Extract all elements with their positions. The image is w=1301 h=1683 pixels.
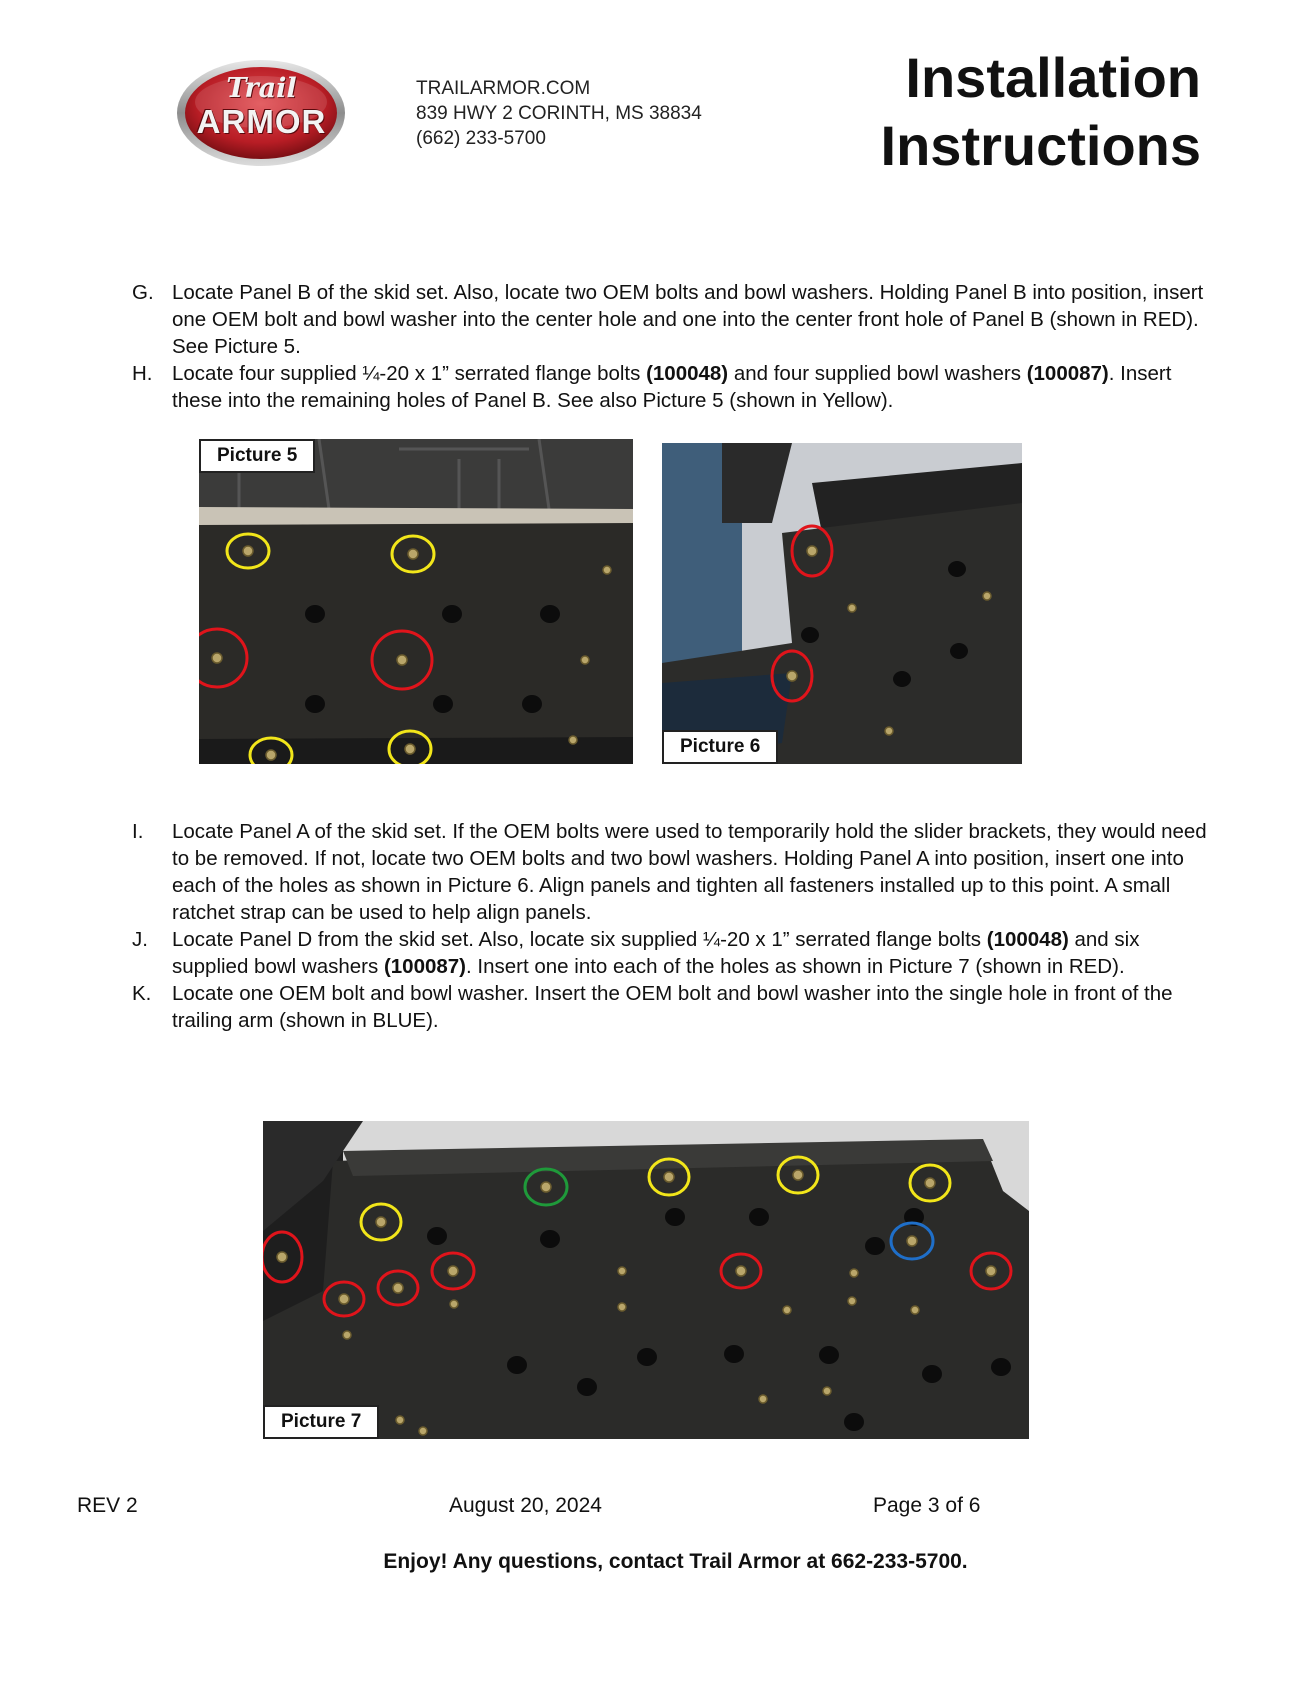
step-i bbox=[128, 818, 1218, 926]
step-text: Locate Panel B of the skid set. Also, locate two OEM bolts and bowl washers. Holding Panel B into position, insert one OEM bolt and bowl washer into the center hole and one into the center front hole of Panel B (shown in RED). See Picture 5. bbox=[172, 281, 1204, 358]
step-letter: I. bbox=[132, 820, 144, 843]
part-number: (100048) bbox=[646, 362, 729, 385]
document-title bbox=[881, 44, 1201, 180]
contact-block bbox=[416, 76, 702, 151]
picture-5-label: Picture 5 bbox=[199, 439, 315, 473]
part-number: (100087) bbox=[383, 955, 467, 978]
step-text: . Insert these into the remaining holes of Panel B. See also Picture 5 (shown in Yellow). bbox=[172, 362, 1172, 412]
step-j bbox=[128, 926, 1218, 980]
picture-6-photo bbox=[662, 443, 1022, 764]
step-text: and four supplied bowl washers bbox=[728, 362, 1027, 385]
picture-7-label: Picture 7 bbox=[263, 1405, 379, 1439]
page-number-text: Page 3 of 6 bbox=[873, 1494, 981, 1517]
title-line-2: Instructions bbox=[880, 114, 1201, 177]
instruction-list-bottom bbox=[128, 818, 1218, 1034]
part-number: (100048) bbox=[986, 928, 1069, 951]
step-text: and six supplied bowl washers bbox=[172, 928, 1140, 978]
step-g bbox=[128, 279, 1218, 360]
website-text: TRAILARMOR.COM bbox=[416, 78, 591, 99]
trail-armor-logo bbox=[174, 57, 349, 170]
logo-text-bottom: ARMOR bbox=[196, 103, 327, 140]
part-number: (100087) bbox=[1026, 362, 1109, 385]
step-k bbox=[128, 980, 1218, 1034]
picture-5-photo bbox=[199, 439, 633, 764]
revision-text: REV 2 bbox=[77, 1494, 138, 1517]
date-text: August 20, 2024 bbox=[449, 1494, 602, 1517]
picture-6-label: Picture 6 bbox=[662, 730, 778, 764]
step-letter: H. bbox=[132, 362, 153, 385]
instruction-list-top bbox=[128, 279, 1218, 414]
step-text: Locate one OEM bolt and bowl washer. Insert the OEM bolt and bowl washer into the single hole in front of the trailing arm (shown in BLUE). bbox=[172, 982, 1173, 1032]
title-line-1: Installation bbox=[905, 46, 1201, 109]
step-letter: K. bbox=[132, 982, 152, 1005]
closing-message: Enjoy! Any questions, contact Trail Armor at 662-233-5700. bbox=[383, 1550, 968, 1573]
step-letter: G. bbox=[132, 281, 154, 304]
phone-text: (662) 233-5700 bbox=[416, 128, 546, 149]
step-text: Locate Panel A of the skid set. If the OEM bolts were used to temporarily hold the slider brackets, they would need to be removed. If not, locate two OEM bolts and two bowl washers. Holding Panel A into position, insert one into each of the holes as shown in Picture 6. Align panels and tighten all fasteners installed up to this point. A small ratchet strap can be used to help align panels. bbox=[172, 820, 1207, 924]
step-text: Locate four supplied ¼-20 x 1” serrated flange bolts bbox=[172, 362, 647, 385]
step-letter: J. bbox=[132, 928, 148, 951]
step-h bbox=[128, 360, 1218, 414]
address-text: 839 HWY 2 CORINTH, MS 38834 bbox=[416, 103, 702, 124]
step-text: . Insert one into each of the holes as shown in Picture 7 (shown in RED). bbox=[466, 955, 1125, 978]
picture-7-photo bbox=[263, 1121, 1029, 1439]
logo-text-top: Trail bbox=[226, 73, 297, 104]
step-text: Locate Panel D from the skid set. Also, locate six supplied ¼-20 x 1” serrated flange bolts bbox=[172, 928, 987, 951]
